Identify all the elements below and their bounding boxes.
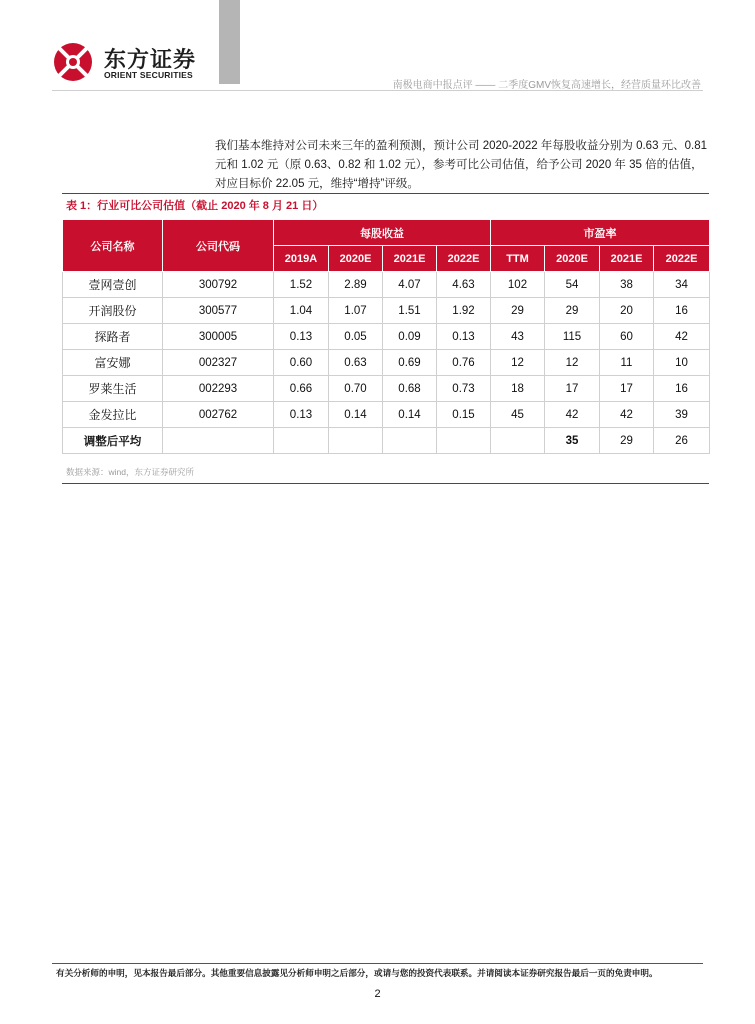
footer-disclaimer: 有关分析师的申明，见本报告最后部分。其他重要信息披露见分析师申明之后部分，或请与您的投资代表联系。并请阅读本证券研究报告最后一页的免责申明。 <box>56 968 658 978</box>
cell-pe: 43 <box>491 324 545 350</box>
cell-average-pe <box>491 428 545 454</box>
footer-divider <box>52 963 703 964</box>
cell-eps: 0.70 <box>329 376 383 402</box>
cell-pe: 17 <box>600 376 654 402</box>
cell-pe: 16 <box>654 298 710 324</box>
cell-pe: 115 <box>545 324 600 350</box>
cell-eps: 0.69 <box>383 350 437 376</box>
cell-pe: 17 <box>545 376 600 402</box>
cell-eps: 0.68 <box>383 376 437 402</box>
cell-eps: 0.66 <box>274 376 329 402</box>
table-row <box>63 402 710 428</box>
table-header-row <box>63 220 710 246</box>
header-divider <box>52 90 703 91</box>
cell-eps: 1.07 <box>329 298 383 324</box>
brand-name-cn: 东方证券 <box>104 47 197 72</box>
cell-pe: 20 <box>600 298 654 324</box>
cell-eps: 0.73 <box>437 376 491 402</box>
table-row <box>63 298 710 324</box>
col-header-company-code: 公司代码 <box>163 220 274 272</box>
cell-company-name: 富安娜 <box>63 350 163 376</box>
cell-pe: 42 <box>545 402 600 428</box>
cell-pe: 102 <box>491 272 545 298</box>
caption-rule <box>62 193 709 194</box>
page-number: 2 <box>374 988 381 1000</box>
cell-company-code: 300792 <box>163 272 274 298</box>
cell-company-code: 300005 <box>163 324 274 350</box>
col-header-eps-year: 2022E <box>437 246 491 272</box>
col-header-pe-year: 2022E <box>654 246 710 272</box>
cell-company-name: 罗莱生活 <box>63 376 163 402</box>
body-line: 我们基本维持对公司未来三年的盈利预测，预计公司 2020-2022 年每股收益分别为 0.63 元、0.81 <box>215 140 708 152</box>
cell-pe: 38 <box>600 272 654 298</box>
cell-company-code: 300577 <box>163 298 274 324</box>
cell-average-pe: 35 <box>545 428 600 454</box>
cell-eps: 0.14 <box>383 402 437 428</box>
cell-pe: 16 <box>654 376 710 402</box>
cell-eps: 0.09 <box>383 324 437 350</box>
cell-average-pe: 26 <box>654 428 710 454</box>
cell-empty <box>383 428 437 454</box>
cell-company-name: 金发拉比 <box>63 402 163 428</box>
cell-pe: 10 <box>654 350 710 376</box>
table-caption: 表 1：行业可比公司估值（截止 2020 年 8 月 21 日） <box>66 200 324 212</box>
cell-pe: 54 <box>545 272 600 298</box>
cell-pe: 42 <box>654 324 710 350</box>
body-line: 元和 1.02 元（原 0.63、0.82 和 1.02 元），参考可比公司估值，给予公司 2020 年 35 倍的估值， <box>215 159 703 171</box>
col-group-eps: 每股收益 <box>274 220 491 246</box>
cell-empty <box>437 428 491 454</box>
cell-eps: 1.51 <box>383 298 437 324</box>
cell-pe: 12 <box>491 350 545 376</box>
col-header-eps-year: 2020E <box>329 246 383 272</box>
cell-eps: 0.05 <box>329 324 383 350</box>
cell-pe: 60 <box>600 324 654 350</box>
cell-average-pe: 29 <box>600 428 654 454</box>
body-line: 对应目标价 22.05 元，维持“增持”评级。 <box>215 178 419 190</box>
cell-average-label: 调整后平均 <box>63 428 163 454</box>
brand-logo <box>50 41 210 85</box>
col-header-eps-year: 2021E <box>383 246 437 272</box>
cell-eps: 0.15 <box>437 402 491 428</box>
cell-eps: 1.92 <box>437 298 491 324</box>
cell-pe: 39 <box>654 402 710 428</box>
cell-empty <box>163 428 274 454</box>
cell-empty <box>329 428 383 454</box>
cell-empty <box>274 428 329 454</box>
source-rule <box>62 483 709 484</box>
col-header-pe-year: 2020E <box>545 246 600 272</box>
cell-eps: 0.13 <box>274 324 329 350</box>
cell-eps: 4.07 <box>383 272 437 298</box>
table-row <box>63 350 710 376</box>
cell-company-name: 探路者 <box>63 324 163 350</box>
table-average-row <box>63 428 710 454</box>
cell-company-code: 002293 <box>163 376 274 402</box>
cell-pe: 11 <box>600 350 654 376</box>
cell-pe: 29 <box>545 298 600 324</box>
cell-eps: 0.13 <box>274 402 329 428</box>
brand-logo-icon <box>50 41 96 83</box>
table-row <box>63 272 710 298</box>
col-header-pe-year: 2021E <box>600 246 654 272</box>
cell-pe: 42 <box>600 402 654 428</box>
cell-pe: 18 <box>491 376 545 402</box>
cell-pe: 12 <box>545 350 600 376</box>
cell-eps: 0.13 <box>437 324 491 350</box>
col-header-eps-year: 2019A <box>274 246 329 272</box>
brand-name-en: ORIENT SECURITIES <box>104 70 193 80</box>
cell-eps: 0.76 <box>437 350 491 376</box>
table-row <box>63 376 710 402</box>
cell-company-code: 002327 <box>163 350 274 376</box>
col-header-company-name: 公司名称 <box>63 220 163 272</box>
cell-eps: 1.52 <box>274 272 329 298</box>
report-title: 南极电商中报点评 —— 二季度GMV恢复高速增长，经营质量环比改善 <box>392 80 701 91</box>
table-row <box>63 324 710 350</box>
cell-eps: 0.60 <box>274 350 329 376</box>
cell-pe: 29 <box>491 298 545 324</box>
col-group-pe: 市盈率 <box>491 220 710 246</box>
cell-company-name: 开润股份 <box>63 298 163 324</box>
body-paragraph <box>215 137 715 194</box>
cell-pe: 45 <box>491 402 545 428</box>
cell-company-name: 壹网壹创 <box>63 272 163 298</box>
cell-company-code: 002762 <box>163 402 274 428</box>
cell-eps: 2.89 <box>329 272 383 298</box>
table-source-note: 数据来源：wind，东方证券研究所 <box>66 467 194 477</box>
cell-eps: 1.04 <box>274 298 329 324</box>
col-header-pe-year: TTM <box>491 246 545 272</box>
cell-eps: 4.63 <box>437 272 491 298</box>
cell-pe: 34 <box>654 272 710 298</box>
cell-eps: 0.63 <box>329 350 383 376</box>
header-gray-bar <box>219 0 240 84</box>
valuation-table <box>62 219 710 454</box>
cell-eps: 0.14 <box>329 402 383 428</box>
